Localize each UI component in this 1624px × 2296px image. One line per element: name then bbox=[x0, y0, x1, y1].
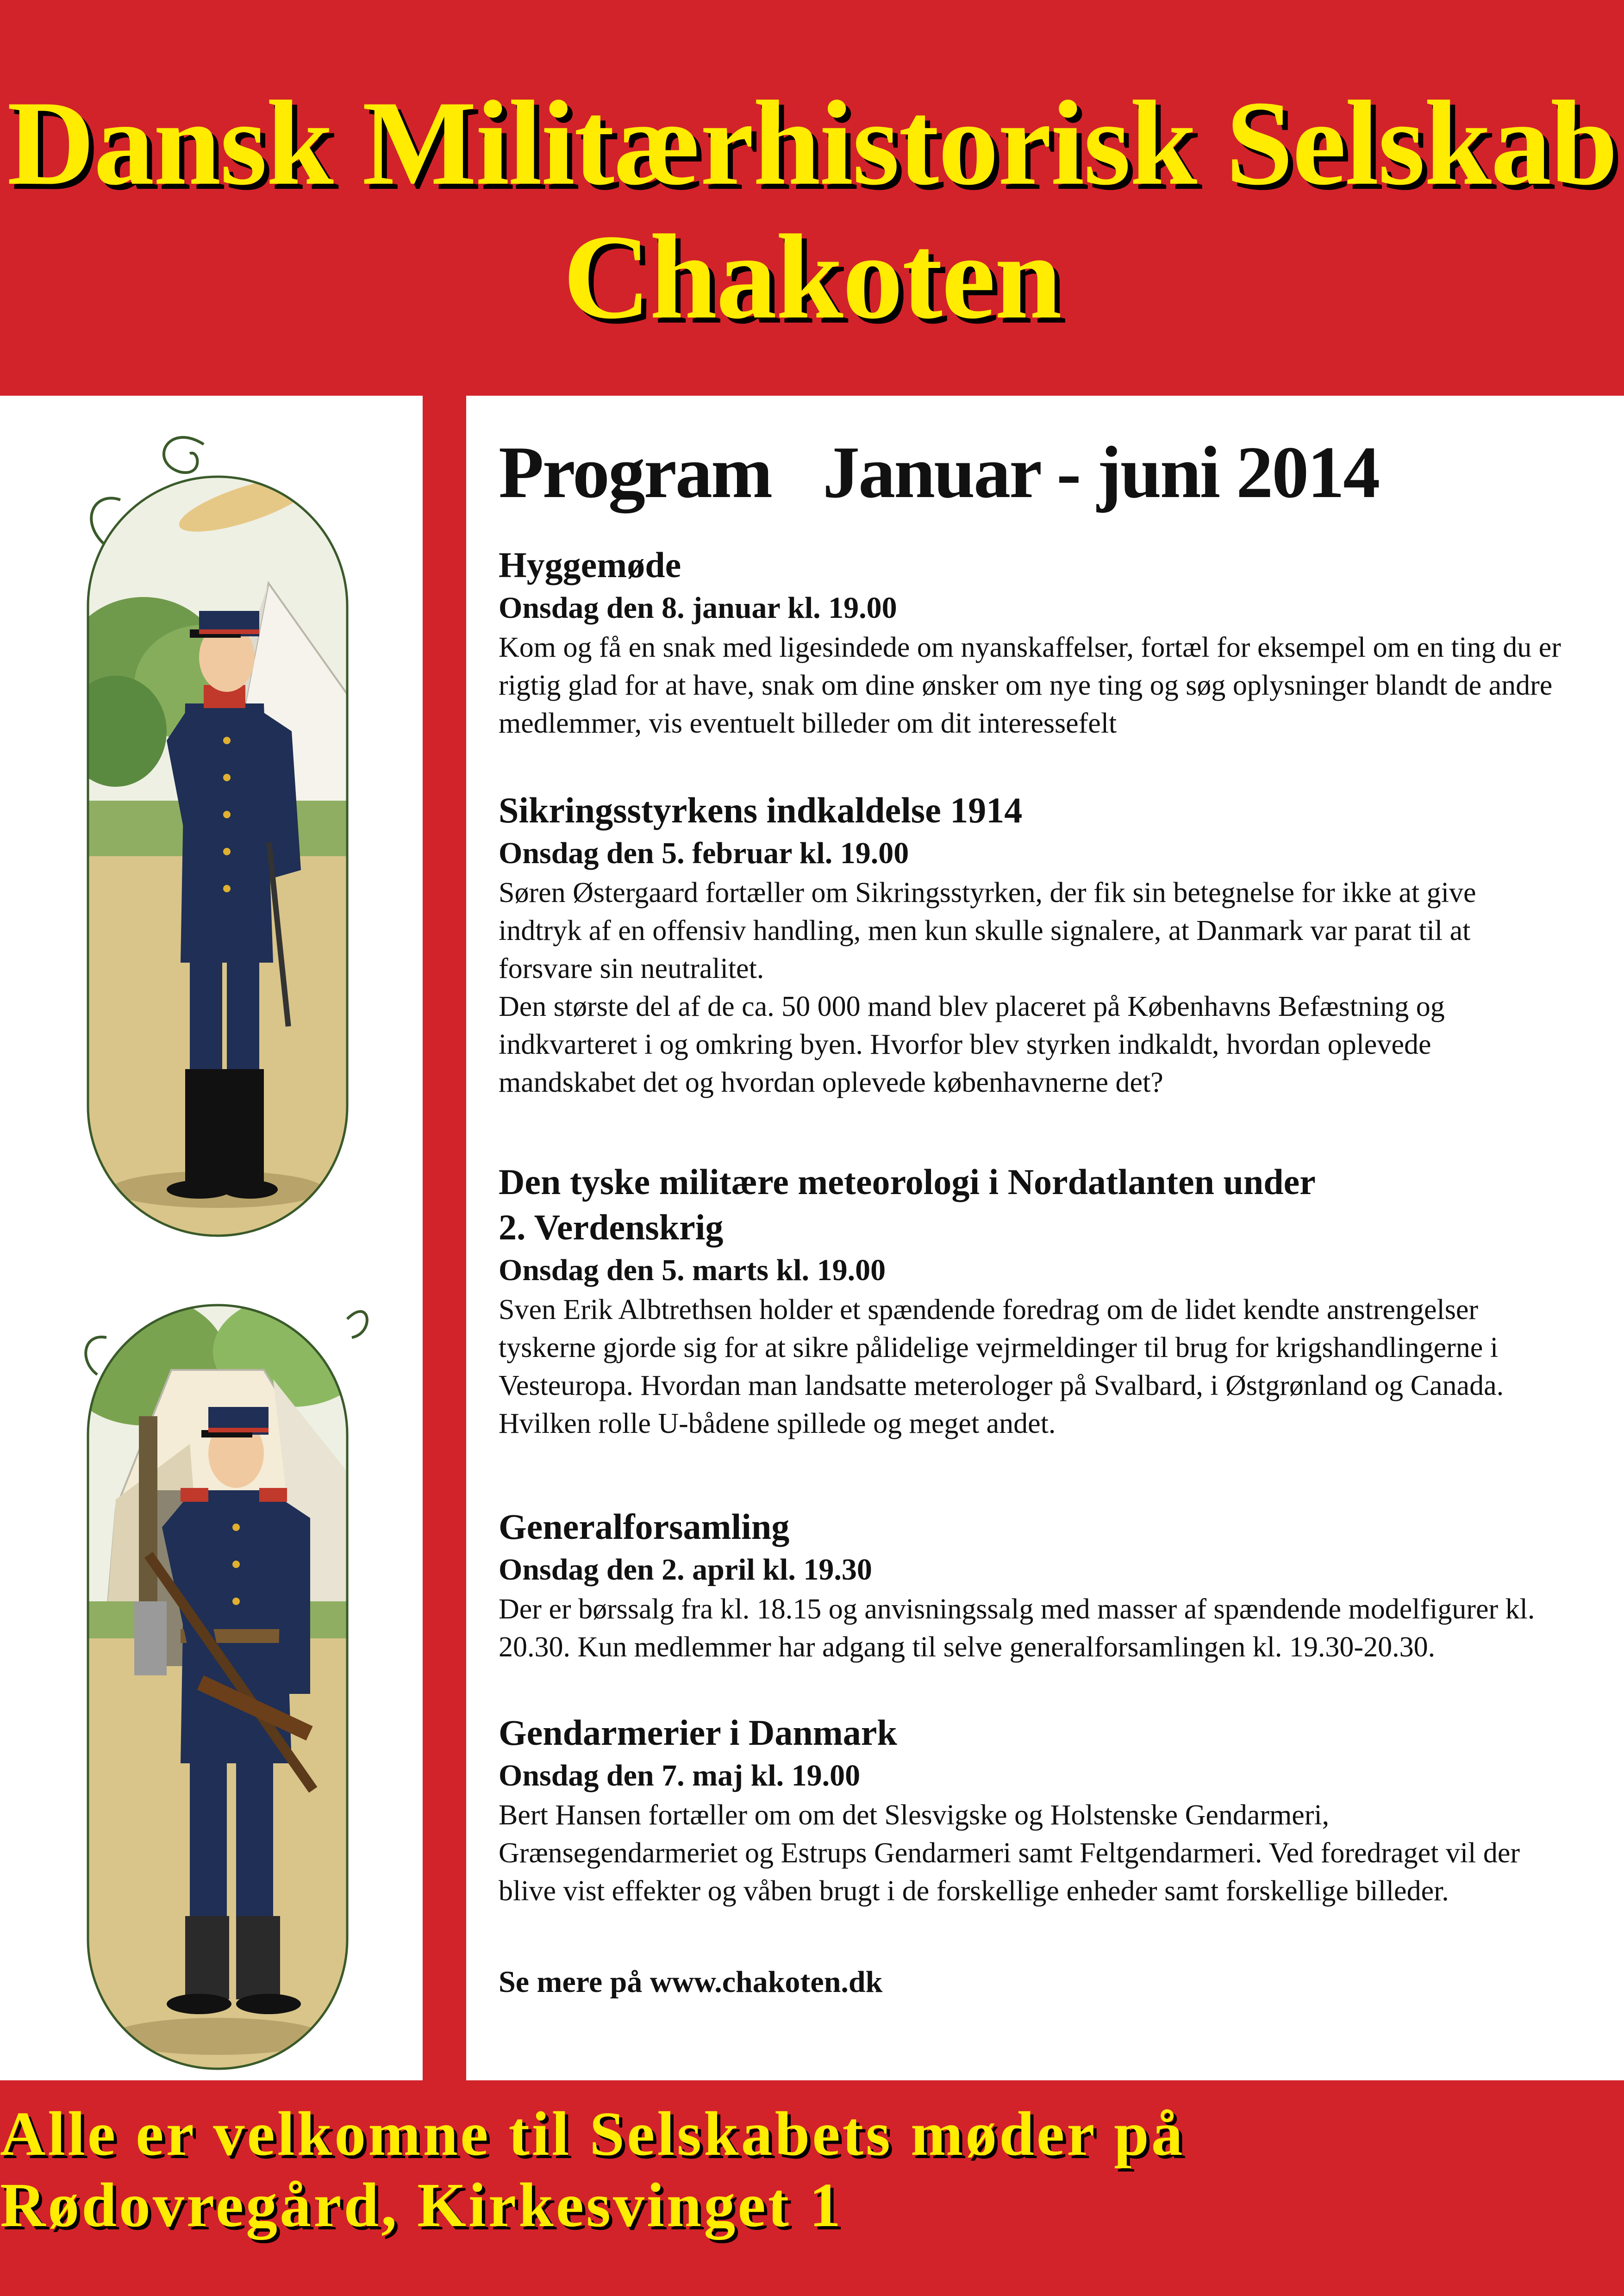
event-date: Onsdag den 7. maj kl. 19.00 bbox=[499, 1759, 861, 1792]
event-meteorologi bbox=[499, 1159, 1563, 1443]
event-title: Generalforsamling bbox=[499, 1506, 790, 1547]
footer-address: Rødovregård, Kirkesvinget 1 bbox=[0, 2171, 843, 2240]
event-title: Den tyske militære meteorologi i Nordatlanten under 2. Verdenskrig bbox=[499, 1162, 1315, 1247]
event-description: Bert Hansen fortæller om om det Slesvigske og Holstenske Gendarmeri, Grænsegendarmeriet og Estrups Gendarmeri samt Feltgendarmeri. Ved foredraget vil der blive vist effekter og våben brugt i de forskellige enheder samt forskellige billeder. bbox=[499, 1799, 1520, 1907]
event-description: Der er børssalg fra kl. 18.15 og anvisningssalg med masser af spændende modelfigurer kl. 20.30. Kun medlemmer har adgang til selve generalforsamlingen kl. 19.30-20.30. bbox=[499, 1593, 1535, 1663]
website-link[interactable]: Se mere på www.chakoten.dk bbox=[499, 1965, 883, 1999]
event-gendarmerier bbox=[499, 1710, 1563, 1910]
header-banner bbox=[0, 0, 1624, 396]
event-generalforsamling bbox=[499, 1504, 1563, 1666]
event-hyggemode bbox=[499, 542, 1563, 742]
program-content bbox=[499, 431, 1563, 1999]
event-description: Kom og få en snak med ligesindede om nyanskaffelser, fortæl for eksempel om en ting du er rigtig glad for at have, snak om dine ønsker om nye ting og søg oplysninger blandt de andre medlemmer, vis eventuelt billeder om dit interessefelt bbox=[499, 632, 1561, 739]
event-date: Onsdag den 5. marts kl. 19.00 bbox=[499, 1253, 886, 1287]
event-description: Sven Erik Albtrethsen holder et spændende foredrag om de lidet kendte anstrengelser tyskerne gjorde sig for at sikre pålidelige vejrmeldinger til brug for krigshandlingerne i Vesteuropa. Hvordan man landsatte meterologer på Svalbard, i Østgrønland og Canada. Hvilken rolle U-bådene spillede og meget andet. bbox=[499, 1294, 1504, 1439]
event-title: Hyggemøde bbox=[499, 545, 681, 585]
event-date: Onsdag den 2. april kl. 19.30 bbox=[499, 1553, 872, 1587]
event-sikringsstyrken bbox=[499, 788, 1563, 1101]
illustration-soldier-top bbox=[51, 407, 403, 1250]
event-title: Gendarmerier i Danmark bbox=[499, 1712, 897, 1753]
event-title: Sikringsstyrkens indkaldelse 1914 bbox=[499, 790, 1023, 830]
footer-welcome: Alle er velkomne til Selskabets møder på bbox=[0, 2099, 1185, 2169]
society-title: Dansk Militærhistorisk Selskab bbox=[7, 76, 1617, 210]
event-description: Søren Østergaard fortæller om Sikringsstyrken, der fik sin betegnelse for ikke at give indtryk af en offensiv handling, men kun skulle signalere, at Danmark var parat til at forsvare sin neutralitet. Den største del af de ca. 50 000 mand blev placeret på Københavns Befæstning og indkvarteret i og omkring byen. Hvorfor blev styrken indkaldt, hvordan oplevede mandskabet det og hvordan oplevede københavnerne det? bbox=[499, 877, 1476, 1098]
event-date: Onsdag den 8. januar kl. 19.00 bbox=[499, 591, 897, 625]
event-date: Onsdag den 5. februar kl. 19.00 bbox=[499, 836, 909, 870]
program-heading: Program Januar - juni 2014 bbox=[499, 431, 1379, 513]
society-subtitle: Chakoten bbox=[563, 210, 1061, 344]
illustration-soldier-bottom bbox=[51, 1277, 403, 2092]
